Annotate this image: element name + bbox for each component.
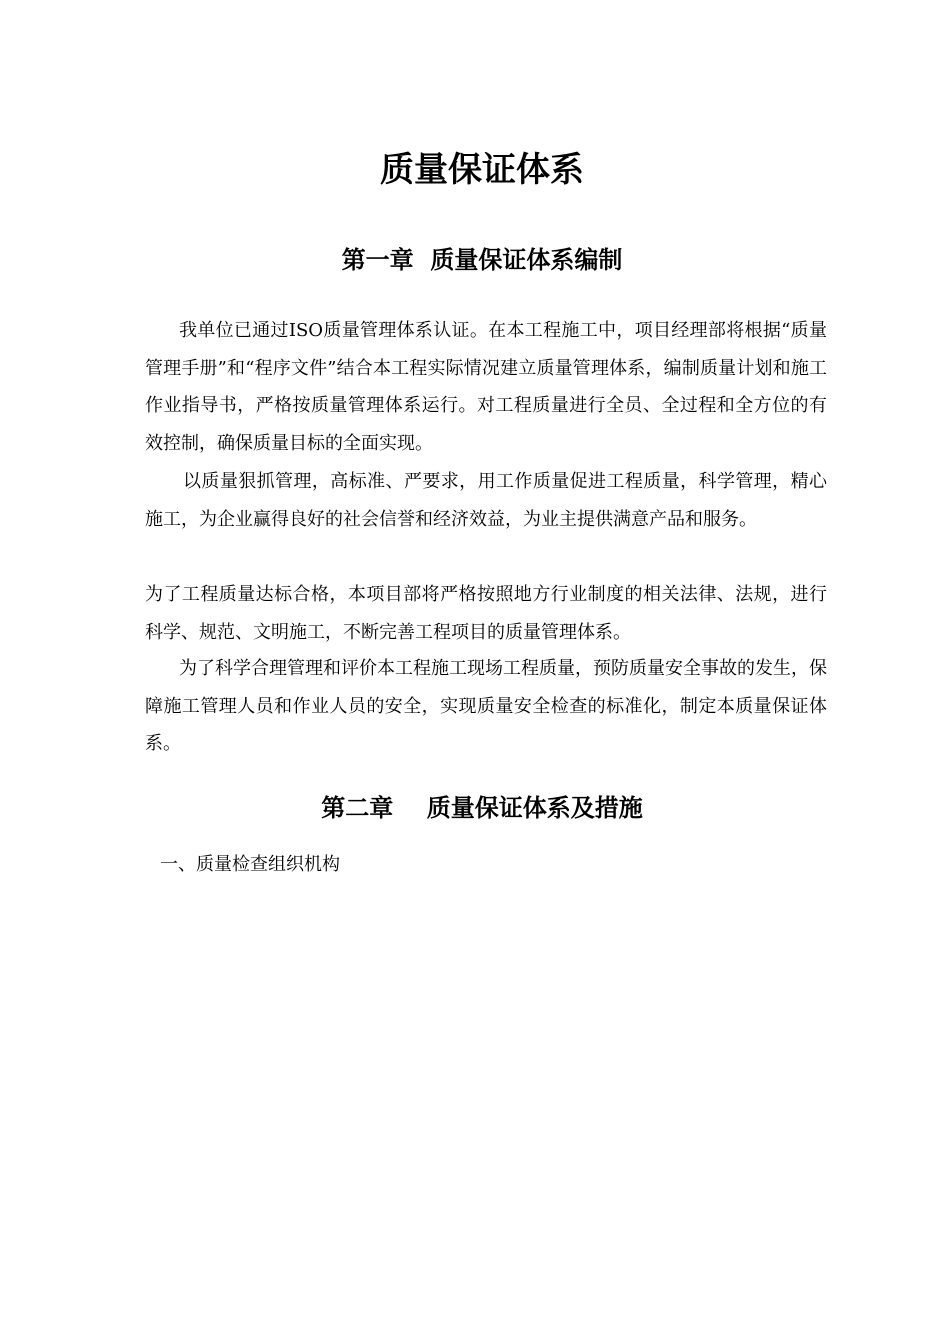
- chapter-1-paragraph-2: 以质量狠抓管理，高标准、严要求，用工作质量促进工程质量，科学管理，精心施工，为企业赢得良好的社会信誉和经济效益，为业主提供满意产品和服务。: [145, 471, 827, 530]
- chapter-1-paragraph-3: 为了工程质量达标合格，本项目部将严格按照地方行业制度的相关法律、法规，进行科学、规范、文明施工，不断完善工程项目的质量管理体系。: [145, 584, 827, 643]
- chapter-1-heading: 第一章 质量保证体系编制: [341, 246, 623, 274]
- document-title: 质量保证体系: [380, 150, 584, 190]
- chapter-2-heading: 第二章 质量保证体系及措施: [321, 794, 643, 822]
- chapter-1-paragraph-1: 我单位已通过ISO质量管理体系认证。在本工程施工中，项目经理部将根据“质量管理手册”和“程序文件”结合本工程实际情况建立质量管理体系，编制质量计划和施工作业指导书，严格按质量管理体系运行。对工程质量进行全员、全过程和全方位的有效控制，确保质量目标的全面实现。: [145, 320, 827, 454]
- section-heading-quality-inspection-org: 一、质量检查组织机构: [160, 854, 340, 875]
- chapter-1-paragraph-4: 为了科学合理管理和评价本工程施工现场工程质量，预防质量安全事故的发生，保障施工管理人员和作业人员的安全，实现质量安全检查的标准化，制定本质量保证体系。: [145, 658, 827, 754]
